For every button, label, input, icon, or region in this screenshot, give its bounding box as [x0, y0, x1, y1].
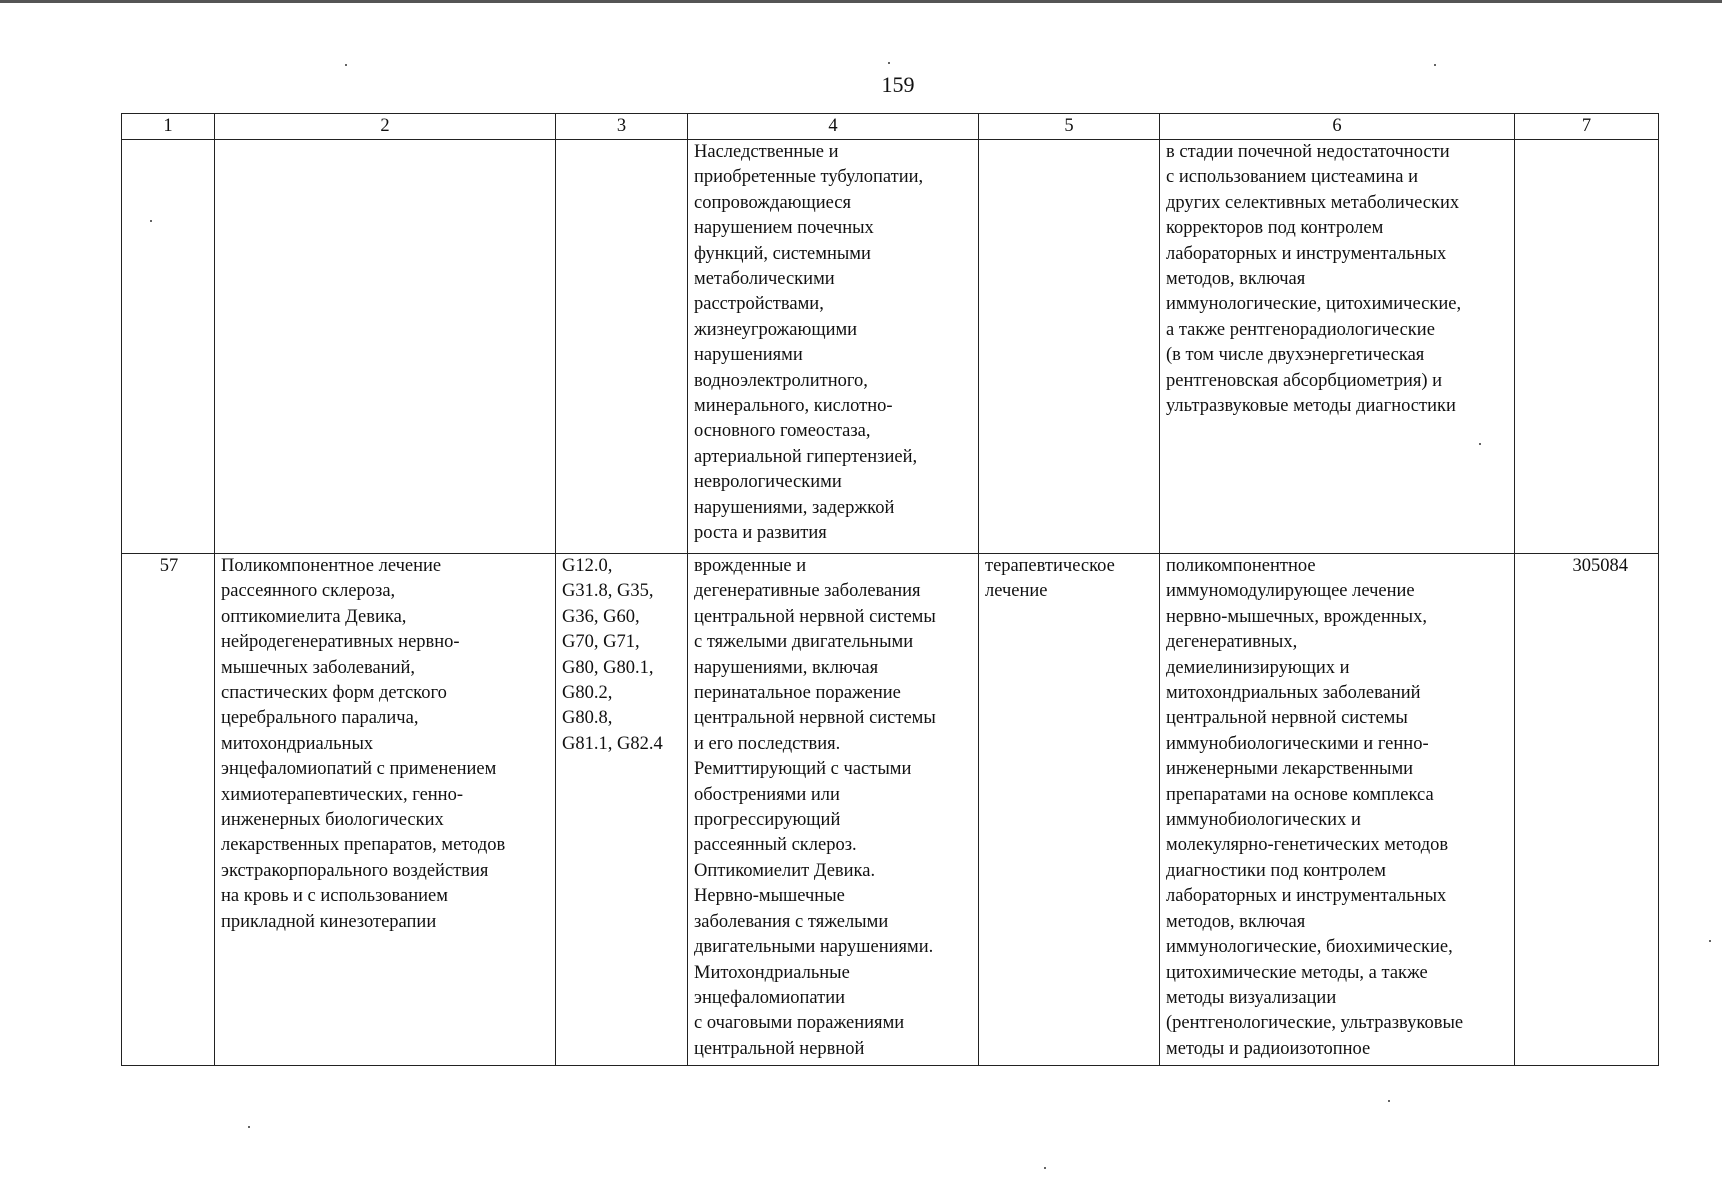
column-header-4: 4 [688, 114, 979, 140]
top-scan-rule [0, 0, 1722, 3]
treatment-name-cell: Поликомпонентное лечение рассеянного склероза, оптикомиелита Девика, нейродегенеративных нервно- мышечных заболеваний, спастических форм детского церебрального паралича, митохондриальных энцефаломиопатий с применением химиотерапевтических, генно- инженерных биологических лекарственных препаратов, методов экстракорпорального воздействия на кровь и с использованием прикладной кинезотерапии [215, 554, 556, 1066]
treatment-type-cell [979, 140, 1160, 554]
column-header-1: 1 [122, 114, 215, 140]
row-number-cell: 57 [122, 554, 215, 1066]
cost-cell [1515, 140, 1659, 554]
scan-speck [1479, 443, 1481, 445]
scan-speck [1044, 1167, 1046, 1169]
scan-speck [248, 1126, 250, 1128]
scan-speck [1388, 1100, 1390, 1102]
scan-speck [150, 220, 152, 222]
column-header-2: 2 [215, 114, 556, 140]
icd-code-cell [556, 140, 688, 554]
patient-model-cell: врожденные и дегенеративные заболевания центральной нервной системы с тяжелыми двигательными нарушениями, включая перинатальное поражение центральной нервной системы и его последствия. Ремиттирующий с частыми обострениями или прогрессирующий рассеянный склероз. Оптикомиелит Девика. Нервно-мышечные заболевания с тяжелыми двигательными нарушениями. Митохондриальные энцефаломиопатии с очаговыми поражениями центральной нервной [688, 554, 979, 1066]
treatment-method-cell: поликомпонентное иммуномодулирующее лечение нервно-мышечных, врожденных, дегенеративных, демиелинизирующих и митохондриальных заболеваний центральной нервной системы иммунобиологическими и генно- инженерными лекарственными препаратами на основе комплекса иммунобиологических и молекулярно-генетических методов диагностики под контролем лабораторных и инструментальных методов, включая иммунологические, биохимические, цитохимические методы, а также методы визуализации (рентгенологические, ультразвуковые методы и радиоизотопное [1160, 554, 1515, 1066]
treatment-name-cell [215, 140, 556, 554]
icd-code-cell: G12.0, G31.8, G35, G36, G60, G70, G71, G80, G80.1, G80.2, G80.8, G81.1, G82.4 [556, 554, 688, 1066]
scan-speck [888, 62, 890, 64]
treatment-method-cell: в стадии почечной недостаточности с использованием цистеамина и других селективных метаболических корректоров под контролем лабораторных и инструментальных методов, включая иммунологические, цитохимические, а также рентгенорадиологические (в том числе двухэнергетическая рентгеновская абсорбциометрия) и ультразвуковые методы диагностики [1160, 140, 1515, 554]
row-number-cell [122, 140, 215, 554]
scan-speck [1434, 64, 1436, 66]
table-header-row [122, 114, 1659, 140]
treatment-type-cell: терапевтическое лечение [979, 554, 1160, 1066]
scan-speck [1709, 940, 1711, 942]
scan-speck [345, 64, 347, 66]
column-header-7: 7 [1515, 114, 1659, 140]
column-header-6: 6 [1160, 114, 1515, 140]
column-header-3: 3 [556, 114, 688, 140]
cost-cell: 305084 [1515, 554, 1659, 1066]
column-header-5: 5 [979, 114, 1160, 140]
table-row [122, 554, 1659, 1066]
treatment-table [121, 113, 1659, 1066]
page-number: 159 [881, 72, 915, 97]
patient-model-cell: Наследственные и приобретенные тубулопатии, сопровождающиеся нарушением почечных функций, системными метаболическими расстройствами, жизнеугрожающими нарушениями водноэлектролитного, минерального, кислотно- основного гомеостаза, артериальной гипертензией, неврологическими нарушениями, задержкой роста и развития [688, 140, 979, 554]
table-row [122, 140, 1659, 554]
